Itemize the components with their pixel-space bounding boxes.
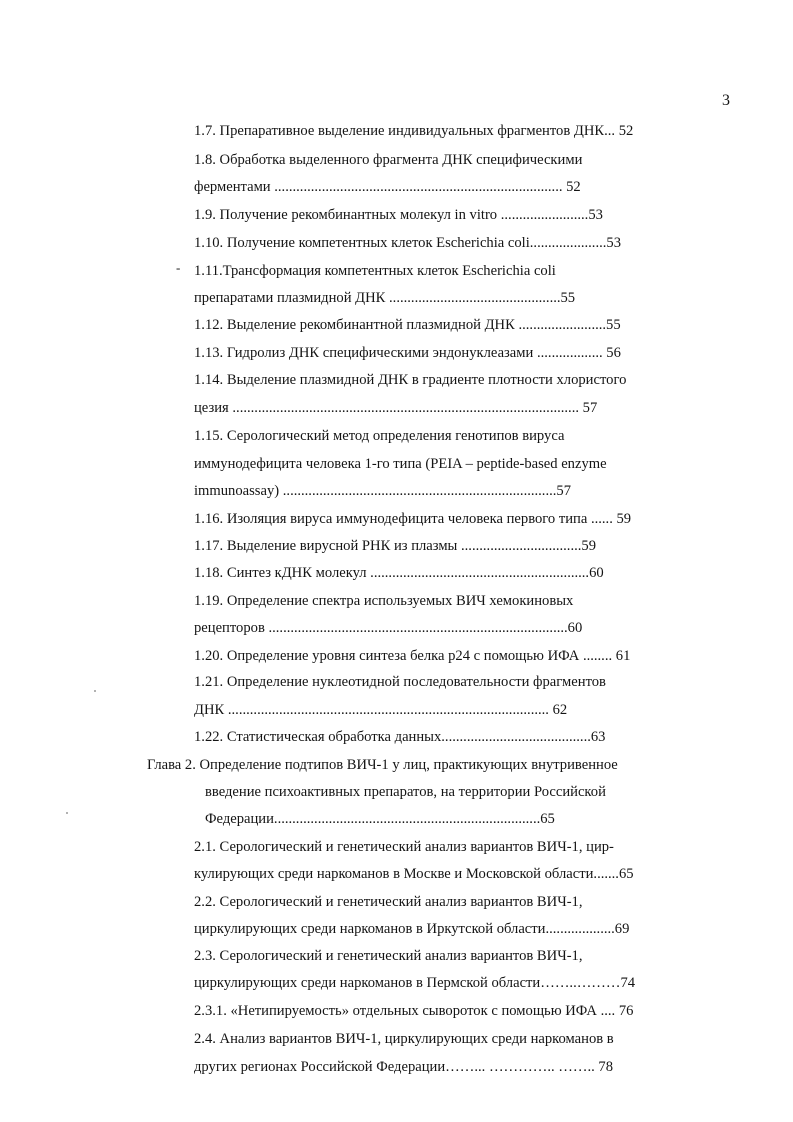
chapter-heading: Глава 2. Определение подтипов ВИЧ-1 у лиц, практикующих внутривенное [147,757,618,773]
toc-entry: immunoassay) ...........................................................................57 [194,483,571,499]
toc-entry: циркулирующих среди наркоманов в Иркутской области...................69 [194,921,630,937]
toc-entry: 1.19. Определение спектра используемых ВИЧ хемокиновых [194,593,574,609]
toc-entry: иммунодефицита человека 1-го типа (PEIA – peptide-based enzyme [194,456,607,472]
toc-entry: 2.3.1. «Нетипируемость» отдельных сывороток с помощью ИФА .... 76 [194,1003,634,1019]
scan-speck [94,690,96,692]
toc-entry: 2.3. Серологический и генетический анализ вариантов ВИЧ-1, [194,948,583,964]
toc-entry: 1.21. Определение нуклеотидной последовательности фрагментов [194,674,606,690]
toc-entry: 2.4. Анализ вариантов ВИЧ-1, циркулирующих среди наркоманов в [194,1031,614,1047]
toc-entry: 1.22. Статистическая обработка данных.........................................63 [194,729,606,745]
toc-entry: 1.12. Выделение рекомбинантной плазмидной ДНК ........................55 [194,317,621,333]
toc-entry: 1.17. Выделение вирусной РНК из плазмы .................................59 [194,538,596,554]
toc-entry: 1.18. Синтез кДНК молекул ............................................................60 [194,565,604,581]
toc-entry: 1.9. Получение рекомбинантных молекул in vitro ........................53 [194,207,603,223]
toc-entry: 1.10. Получение компетентных клеток Escherichia coli.....................53 [194,235,621,251]
toc-entry: 1.7. Препаративное выделение индивидуальных фрагментов ДНК... 52 [194,123,634,139]
toc-entry: 1.15. Серологический метод определения генотипов вируса [194,428,565,444]
chapter-heading-continuation: введение психоактивных препаратов, на территории Российской [205,784,606,800]
toc-entry: препаратами плазмидной ДНК ...............................................55 [194,290,576,306]
toc-entry: ферментами ............................................................................... 52 [194,179,581,195]
toc-entry: 1.14. Выделение плазмидной ДНК в градиенте плотности хлористого [194,372,627,388]
page-number: 3 [722,92,730,109]
toc-entry: 2.2. Серологический и генетический анализ вариантов ВИЧ-1, [194,894,583,910]
toc-entry: 1.11.Трансформация компетентных клеток Escherichia coli [194,263,556,279]
scan-speck [66,812,68,814]
toc-entry: 1.8. Обработка выделенного фрагмента ДНК специфическими [194,152,583,168]
toc-entry: ДНК ........................................................................................ 62 [194,702,568,718]
chapter-heading-continuation: Федерации.........................................................................65 [205,811,555,827]
toc-entry: 2.1. Серологический и генетический анализ вариантов ВИЧ-1, цир- [194,839,614,855]
toc-entry: цезия ............................................................................................... 57 [194,400,598,416]
toc-entry: кулирующих среди наркоманов в Москве и Московской области.......65 [194,866,634,882]
toc-entry: циркулирующих среди наркоманов в Пермской области……..………74 [194,975,636,991]
toc-entry: других регионах Российской Федерации……... ………….. …….. 78 [194,1059,613,1075]
toc-entry: рецепторов ..................................................................................60 [194,620,583,636]
toc-entry: 1.16. Изоляция вируса иммунодефицита человека первого типа ...... 59 [194,511,632,527]
margin-dash: - [176,260,181,275]
toc-entry: 1.20. Определение уровня синтеза белка p24 с помощью ИФА ........ 61 [194,648,631,664]
toc-entry: 1.13. Гидролиз ДНК специфическими эндонуклеазами .................. 56 [194,345,621,361]
